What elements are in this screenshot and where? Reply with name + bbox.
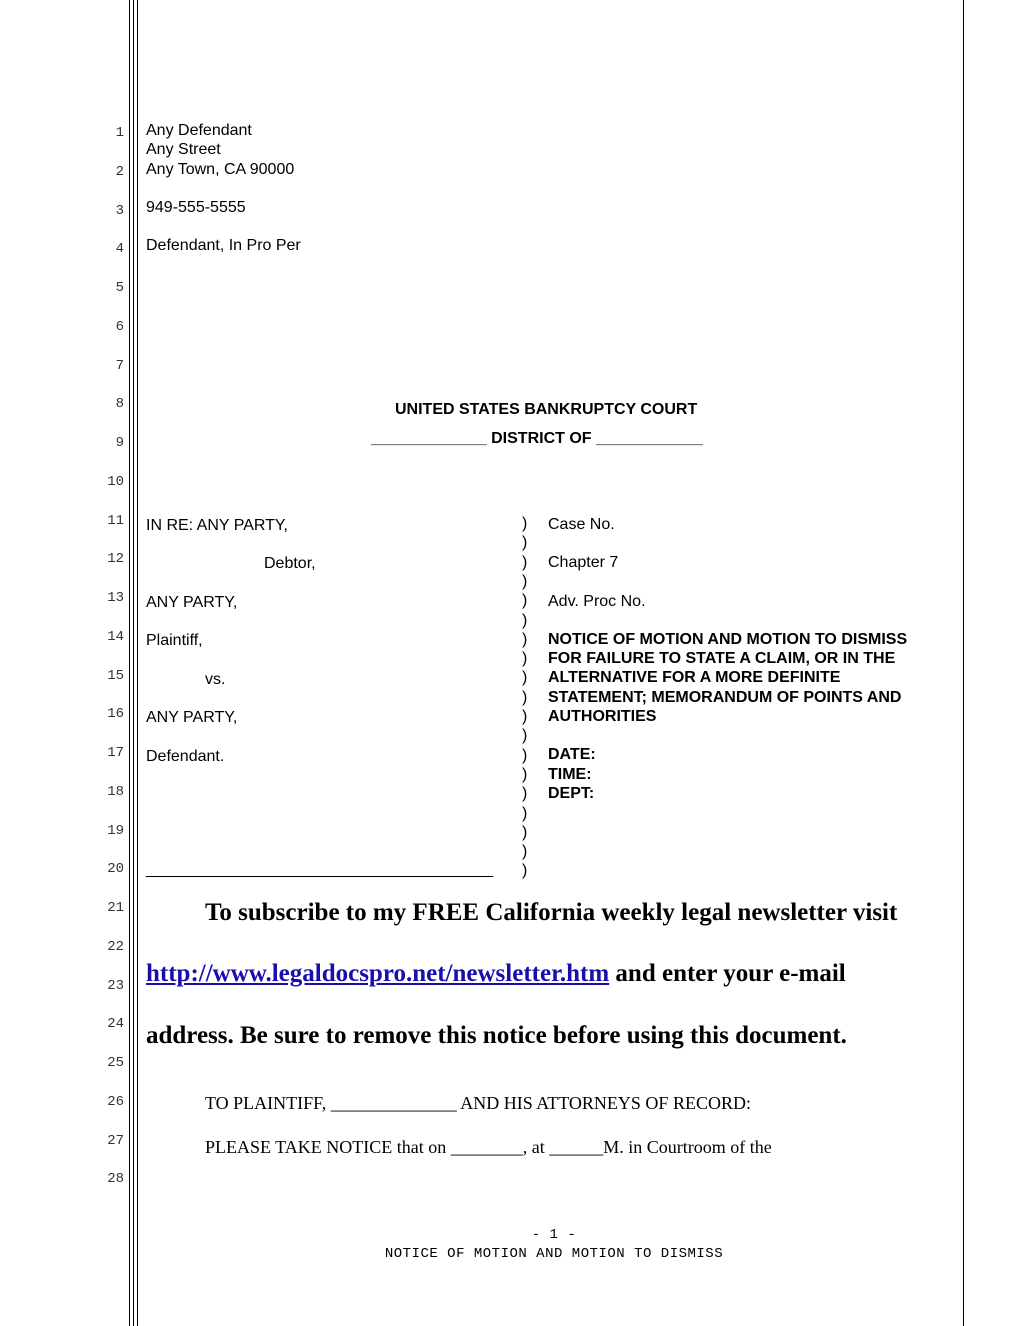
caption-paren: ): [522, 765, 528, 783]
caption-paren: ): [522, 688, 528, 706]
caption-debtor: Debtor,: [264, 555, 316, 572]
notice-line: PLEASE TAKE NOTICE that on ________, at ______M. in Courtroom of the: [205, 1137, 772, 1157]
caption-paren: ): [522, 650, 528, 668]
newsletter-link[interactable]: http://www.legaldocspro.net/newsletter.htm: [146, 960, 610, 987]
motion-title-line-4: STATEMENT; MEMORANDUM OF POINTS AND: [548, 689, 902, 706]
line-number: 1: [115, 125, 124, 141]
line-number: 2: [115, 163, 124, 180]
newsletter-line-1: To subscribe to my FREE California weekly legal newsletter visit: [205, 899, 898, 926]
line-number: 9: [115, 435, 124, 451]
attorney-role: Defendant, In Pro Per: [146, 237, 301, 254]
attorney-phone: 949-555-5555: [146, 199, 246, 216]
adv-proc-label: Adv. Proc No.: [548, 593, 646, 610]
line-number: 14: [107, 628, 124, 645]
line-number: 24: [107, 1016, 124, 1033]
line-number: 16: [107, 706, 124, 723]
line-number: 5: [115, 280, 124, 296]
chapter-label: Chapter 7: [548, 554, 619, 571]
line-number: 21: [107, 900, 124, 916]
right-margin-rule: [963, 0, 964, 1326]
caption-paren: ): [522, 592, 528, 610]
caption-defendant: Defendant.: [146, 748, 225, 765]
line-number: 28: [107, 1171, 124, 1188]
hearing-date-label: DATE:: [548, 746, 596, 763]
caption-paren: ): [522, 862, 528, 880]
line-number: 20: [107, 861, 124, 878]
line-number: 26: [107, 1093, 124, 1110]
motion-title-line-5: AUTHORITIES: [548, 708, 657, 725]
caption-plaintiff: Plaintiff,: [146, 632, 203, 649]
court-district: _____________ DISTRICT OF ____________: [371, 430, 703, 447]
line-number: 10: [107, 473, 124, 490]
line-number: 18: [107, 783, 124, 800]
left-margin-rule-third: [137, 0, 138, 1326]
caption-in-re: IN RE: ANY PARTY,: [146, 517, 288, 534]
caption-underline: _______________________________________: [146, 861, 494, 878]
left-margin-rule-inner: [133, 0, 134, 1326]
left-margin-rule-outer: [129, 0, 130, 1326]
line-number: 8: [115, 396, 124, 413]
caption-paren: ): [522, 746, 528, 764]
line-number: 25: [107, 1055, 124, 1071]
line-number: 23: [107, 977, 124, 994]
hearing-dept-label: DEPT:: [548, 785, 595, 802]
footer-page-number: - 1 -: [531, 1227, 577, 1243]
caption-paren: ): [522, 611, 528, 629]
caption-paren: ): [522, 823, 528, 841]
attorney-name: Any Defendant: [146, 122, 252, 139]
newsletter-line-2-rest: and enter your e-mail: [609, 960, 846, 987]
caption-paren: ): [522, 630, 528, 648]
caption-party1: ANY PARTY,: [146, 594, 238, 611]
caption-paren: ): [522, 843, 528, 861]
hearing-time-label: TIME:: [548, 766, 592, 783]
caption-paren: ): [522, 553, 528, 571]
caption-paren: ): [522, 727, 528, 745]
newsletter-line-2: [146, 959, 846, 989]
caption-paren: ): [522, 669, 528, 687]
line-number: 7: [115, 357, 124, 374]
motion-title-line-3: ALTERNATIVE FOR A MORE DEFINITE: [548, 669, 841, 686]
line-number: 22: [107, 938, 124, 955]
newsletter-line-3: address. Be sure to remove this notice before using this document.: [146, 1022, 847, 1049]
court-title: UNITED STATES BANKRUPTCY COURT: [395, 401, 698, 418]
line-number: 27: [107, 1132, 124, 1149]
case-number-label: Case No.: [548, 516, 615, 533]
line-number: 15: [107, 667, 124, 684]
line-number: 3: [115, 202, 124, 219]
caption-paren: ): [522, 708, 528, 725]
attorney-street: Any Street: [146, 141, 221, 158]
line-number: 12: [107, 551, 124, 568]
footer-title: NOTICE OF MOTION AND MOTION TO DISMISS: [384, 1246, 724, 1262]
caption-paren: ): [522, 515, 528, 532]
line-number: 17: [107, 745, 124, 761]
motion-title-line-1: NOTICE OF MOTION AND MOTION TO DISMISS: [548, 631, 908, 648]
to-plaintiff-line: TO PLAINTIFF, ______________ AND HIS ATTORNEYS OF RECORD:: [205, 1093, 751, 1113]
caption-paren: ): [522, 804, 528, 822]
attorney-city: Any Town, CA 90000: [146, 161, 295, 178]
line-number: 13: [107, 590, 124, 606]
caption-paren: ): [522, 534, 528, 552]
caption-paren: ): [522, 572, 528, 590]
line-number: 11: [107, 512, 124, 529]
line-number: 6: [115, 318, 124, 335]
caption-vs: vs.: [205, 671, 226, 688]
caption-party2: ANY PARTY,: [146, 709, 238, 726]
motion-title-line-2: FOR FAILURE TO STATE A CLAIM, OR IN THE: [548, 650, 896, 667]
caption-paren: ): [522, 785, 528, 803]
line-number: 4: [115, 241, 124, 258]
line-number: 19: [107, 822, 124, 839]
